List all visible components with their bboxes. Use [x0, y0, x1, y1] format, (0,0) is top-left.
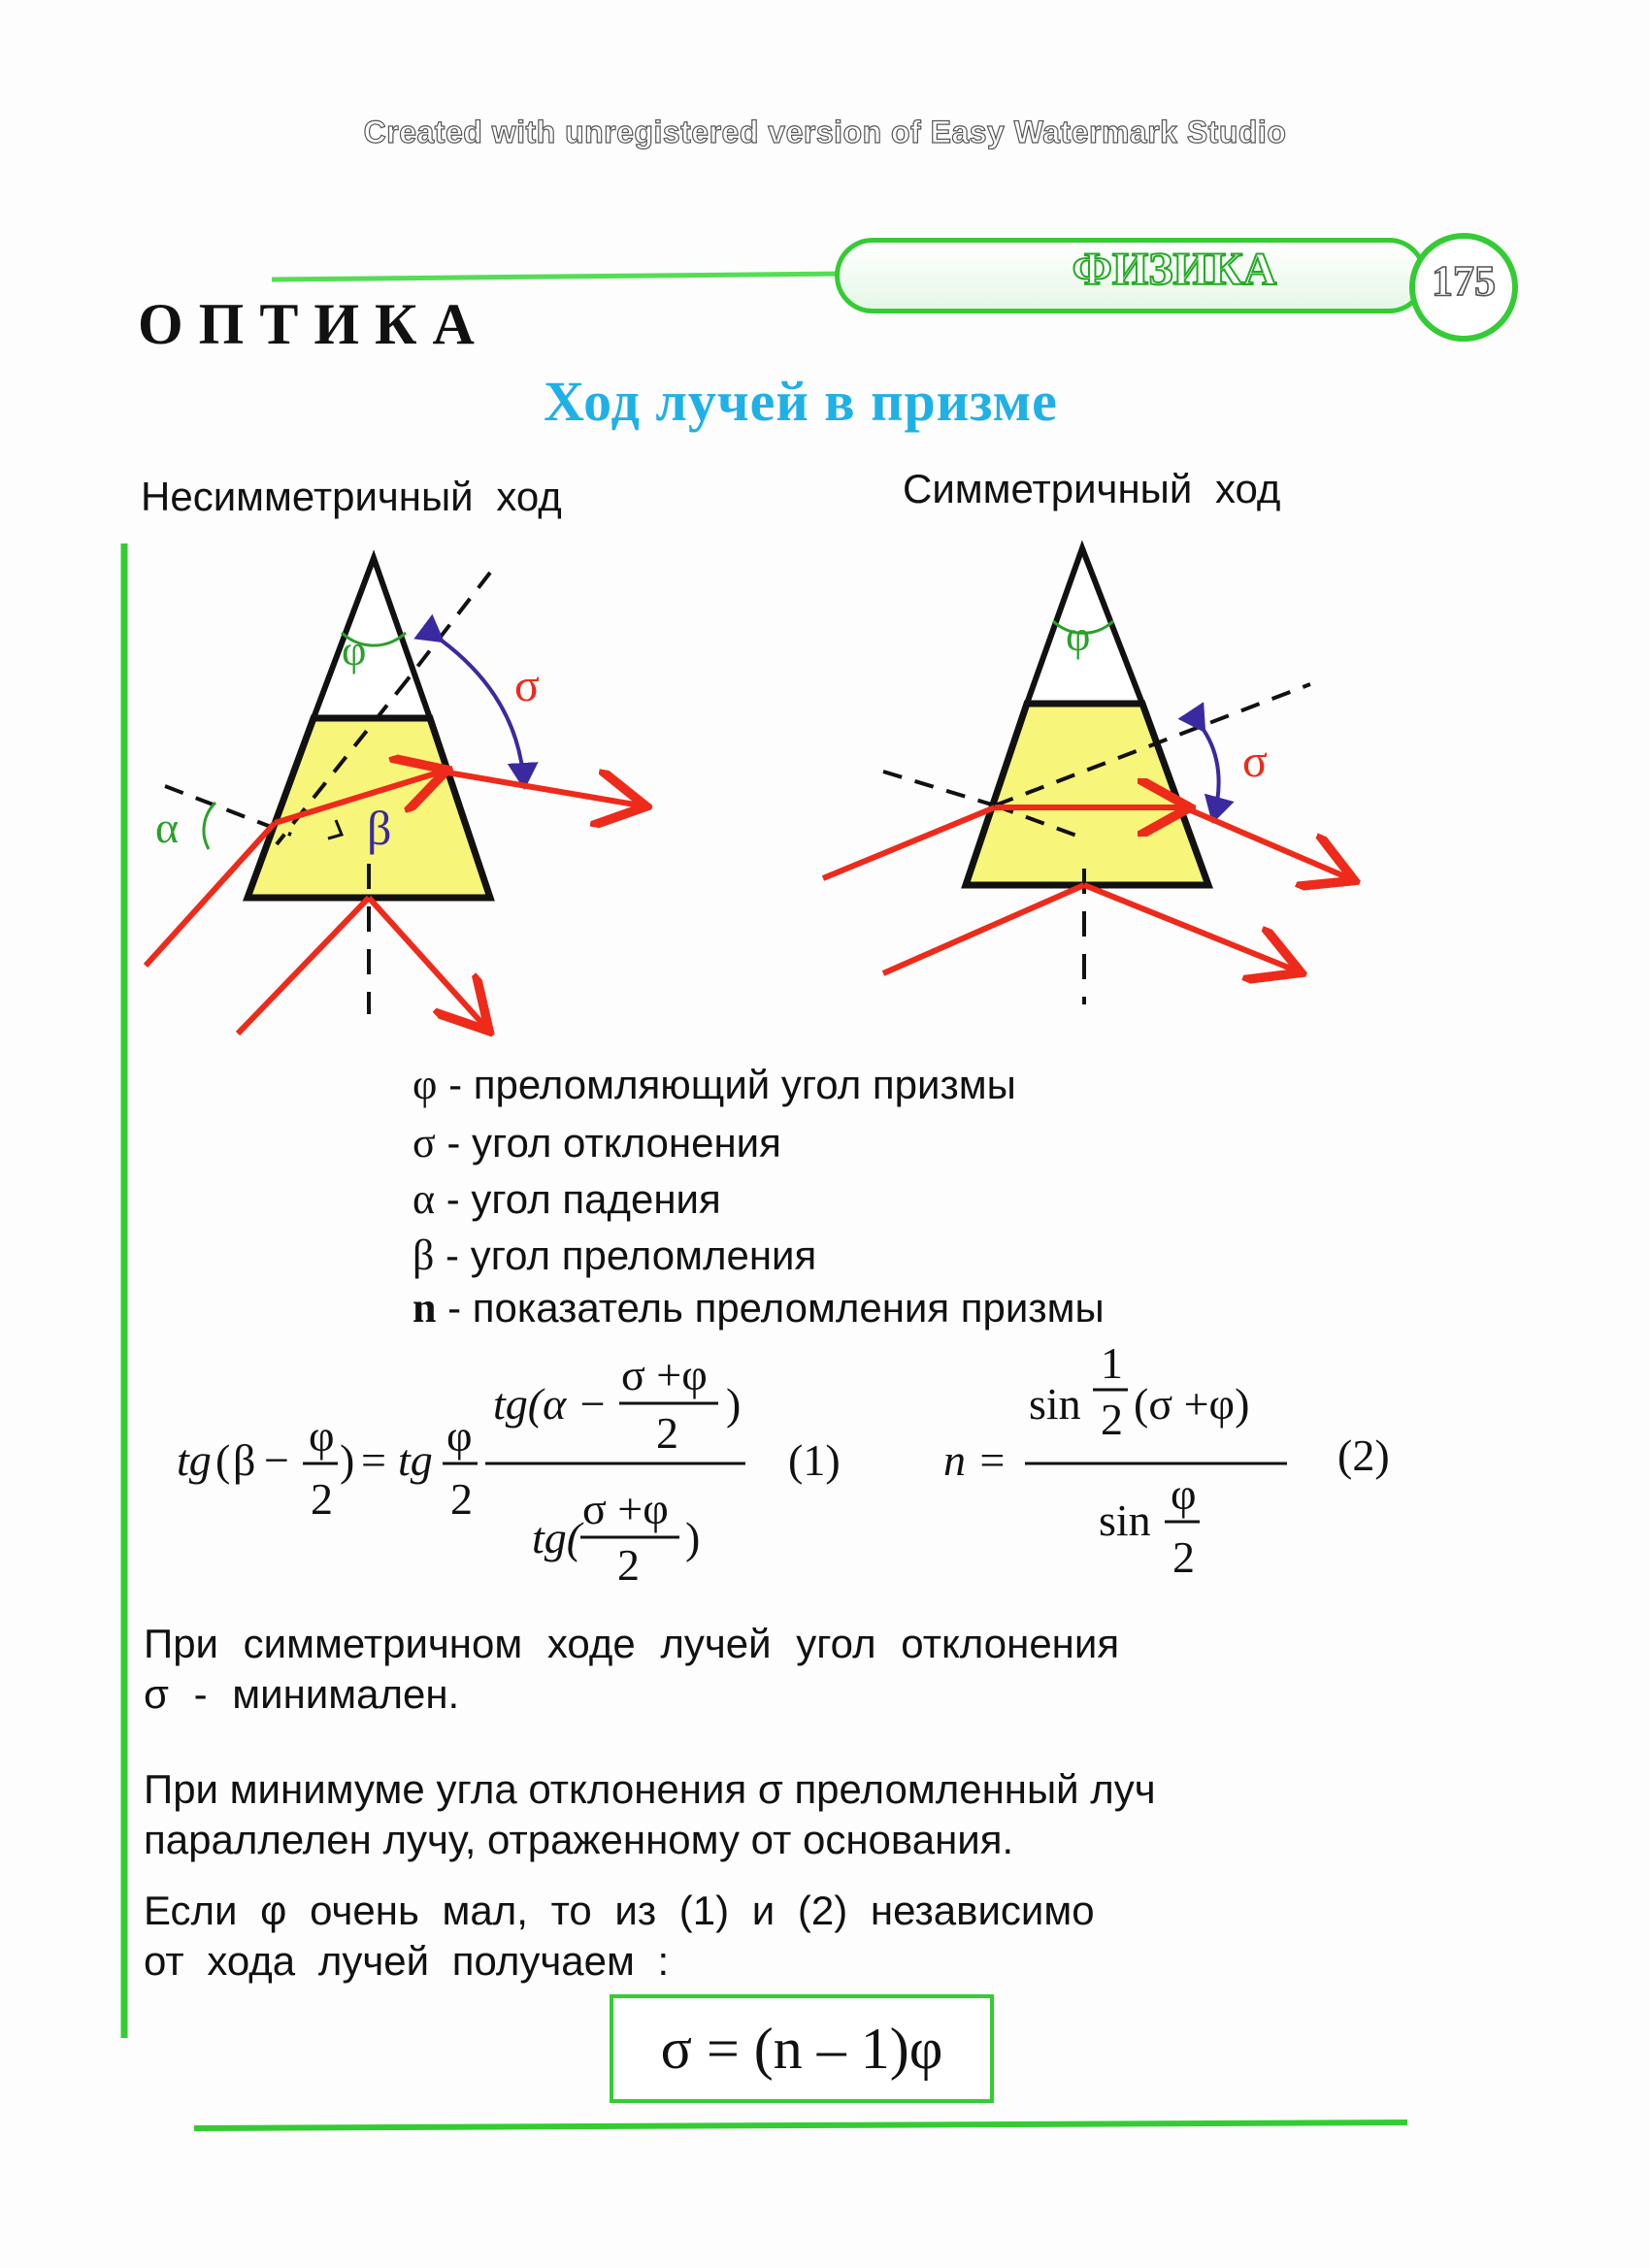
svg-text:(: (	[215, 1435, 231, 1485]
paragraph-small-phi: Если φ очень мал, то из (1) и (2) независимо от хода лучей получаем :	[144, 1888, 1095, 1984]
right-diagram-caption: Симметричный ход	[903, 466, 1281, 511]
svg-text:2: 2	[1172, 1532, 1195, 1582]
left-diagram-caption: Несимметричный ход	[141, 474, 562, 519]
svg-text:n =: n =	[943, 1435, 1007, 1485]
svg-text:tg(α −: tg(α −	[493, 1379, 608, 1429]
section-heading: ОПТИКА	[138, 292, 490, 356]
definition-n: n - показатель преломления призмы	[412, 1284, 1105, 1331]
phi-label-right: φ	[1066, 612, 1091, 660]
definition-phi: φ - преломляющий угол призмы	[412, 1061, 1016, 1108]
definition-beta: β - угол преломления	[412, 1232, 817, 1279]
svg-text:2: 2	[311, 1474, 333, 1524]
svg-text:1: 1	[1101, 1338, 1123, 1388]
svg-text:=: =	[361, 1435, 386, 1485]
beta-label: β	[367, 801, 392, 855]
svg-text:φ: φ	[1171, 1469, 1197, 1519]
svg-text:): )	[685, 1513, 701, 1562]
svg-text:−: −	[264, 1435, 289, 1485]
definition-alpha: α - угол падения	[412, 1175, 721, 1223]
page-number: 175	[1432, 257, 1496, 305]
formula-2-number: (2)	[1337, 1430, 1390, 1480]
svg-text:2: 2	[1101, 1395, 1123, 1444]
paragraph-minimum: При минимуме угла отклонения σ преломленный луч параллелен лучу, отраженному от основания.	[144, 1766, 1156, 1862]
phi-label-left: φ	[342, 627, 367, 674]
formula-1-number: (1)	[788, 1435, 841, 1485]
svg-text:β: β	[233, 1435, 256, 1485]
svg-text:tg(: tg(	[532, 1513, 582, 1562]
svg-text:(σ +φ): (σ +φ)	[1134, 1379, 1250, 1429]
result-formula: σ = (n – 1)φ	[610, 1994, 994, 2103]
subject-label: ФИЗИКА	[1072, 244, 1277, 295]
svg-text:tg: tg	[177, 1435, 212, 1485]
svg-text:): )	[726, 1379, 742, 1429]
sigma-label-left: σ	[514, 660, 540, 711]
svg-text:tg: tg	[398, 1435, 433, 1485]
paragraph-symmetric: При симметричном ходе лучей угол отклонения σ - минимален.	[144, 1621, 1120, 1717]
svg-text:σ +φ: σ +φ	[621, 1350, 708, 1399]
alpha-label: α	[155, 803, 180, 852]
svg-text:φ: φ	[309, 1411, 335, 1461]
formula-1	[177, 1350, 841, 1590]
svg-text:2: 2	[656, 1408, 678, 1458]
svg-text:sin: sin	[1099, 1496, 1151, 1545]
svg-text:σ +φ: σ +φ	[582, 1484, 669, 1533]
sigma-label-right: σ	[1242, 736, 1268, 787]
formula-2	[943, 1338, 1390, 1582]
svg-text:sin: sin	[1029, 1379, 1081, 1429]
svg-text:2: 2	[450, 1474, 473, 1524]
svg-text:): )	[340, 1435, 355, 1485]
definition-sigma: σ - угол отклонения	[412, 1119, 781, 1167]
svg-text:φ: φ	[446, 1411, 473, 1461]
svg-text:2: 2	[617, 1540, 640, 1590]
watermark-text: Created with unregistered version of Easy Watermark Studio	[363, 115, 1287, 149]
page-title: Ход лучей в призме	[544, 370, 1058, 433]
